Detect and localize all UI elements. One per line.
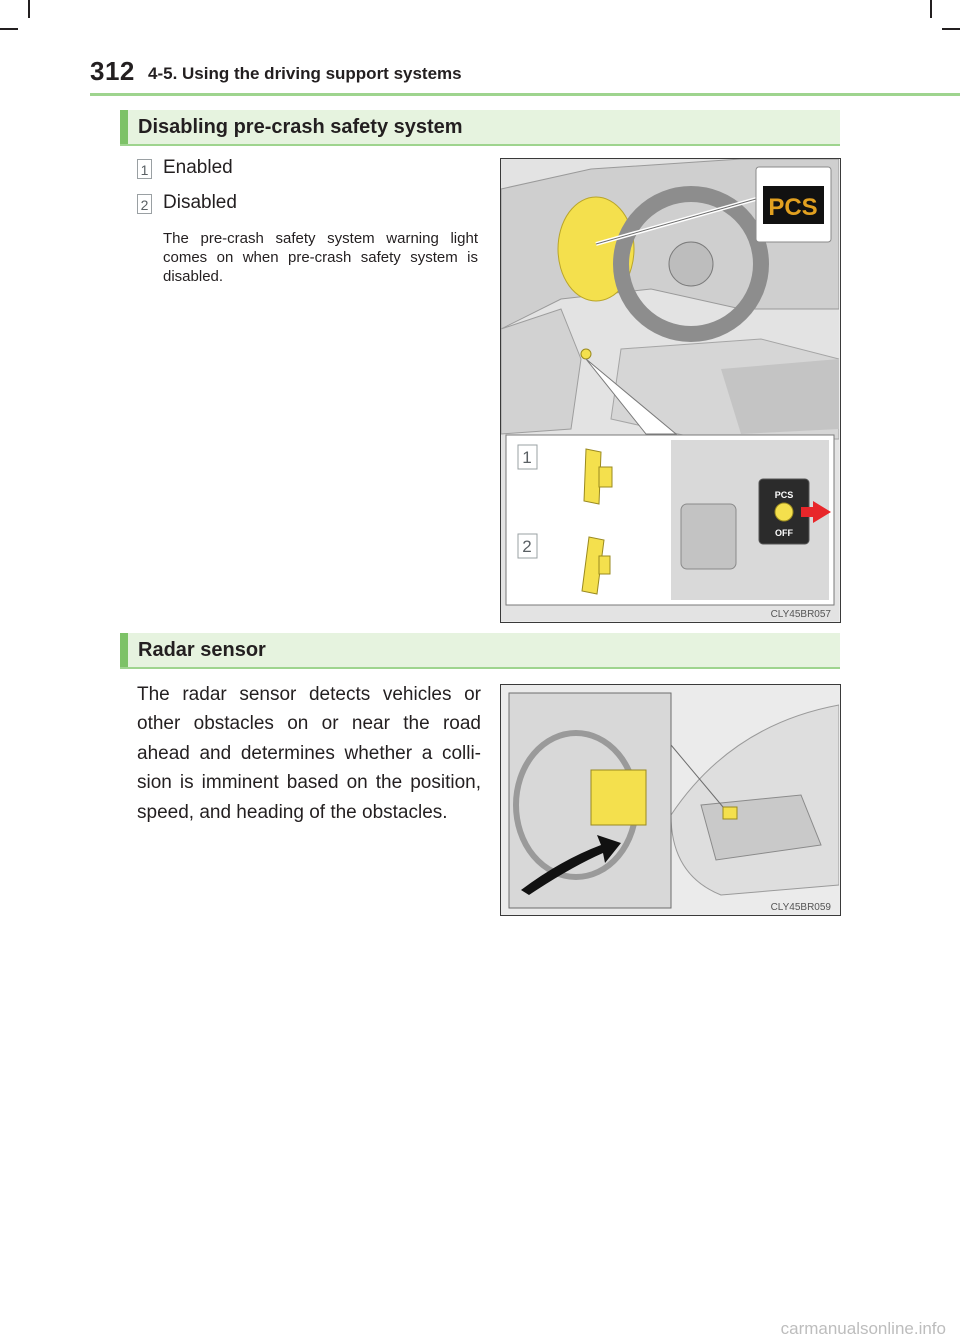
page-number: 312 xyxy=(90,56,135,86)
pcs-switch-illustration xyxy=(500,158,841,623)
crop-mark xyxy=(930,0,932,18)
figure-code: CLY45BR059 xyxy=(770,902,831,913)
chapter-title: 4-5. Using the driving support systems xyxy=(148,64,462,83)
crop-mark xyxy=(942,28,960,30)
switch-position-enabled-icon xyxy=(584,449,601,504)
radar-sensor-description: The radar sensor detects vehicles or other obstacles on or near the road ahead and determines whether a colli-sion is imminent based on the position, speed, and heading of the obstacles. xyxy=(137,684,481,823)
list-number-1: 1 xyxy=(137,159,152,179)
list-item-enabled: Enabled xyxy=(163,157,233,178)
crop-mark xyxy=(28,0,30,18)
switch-label-off: OFF xyxy=(775,528,793,538)
section-accent xyxy=(120,110,128,144)
section-accent xyxy=(120,633,128,667)
warning-light-note: The pre-crash safety system warning light comes on when pre-crash safety system is disabled. xyxy=(163,230,478,285)
crop-mark xyxy=(0,28,18,30)
section-heading-disabling-pcs xyxy=(120,110,840,146)
switch-label-pcs: PCS xyxy=(774,490,794,500)
header-rule xyxy=(90,93,960,96)
list-item-disabled: Disabled xyxy=(163,192,237,213)
list-number-2: 2 xyxy=(137,194,152,214)
section-title: Disabling pre-crash safety system xyxy=(138,116,463,138)
section-title: Radar sensor xyxy=(138,639,266,661)
cockpit-drawing xyxy=(501,159,839,621)
callout-number-2: 2 xyxy=(522,537,532,556)
radar-sensor-illustration xyxy=(500,684,841,916)
figure-code: CLY45BR057 xyxy=(770,609,831,620)
pcs-off-switch xyxy=(775,503,793,521)
section-heading-radar-sensor xyxy=(120,633,840,669)
pcs-indicator-text: PCS xyxy=(768,194,818,221)
callout-number-1: 1 xyxy=(522,448,532,467)
radar-sensor-unit xyxy=(591,770,646,825)
watermark: carmanualsonline.info xyxy=(780,1319,946,1338)
radar-drawing xyxy=(501,685,839,914)
